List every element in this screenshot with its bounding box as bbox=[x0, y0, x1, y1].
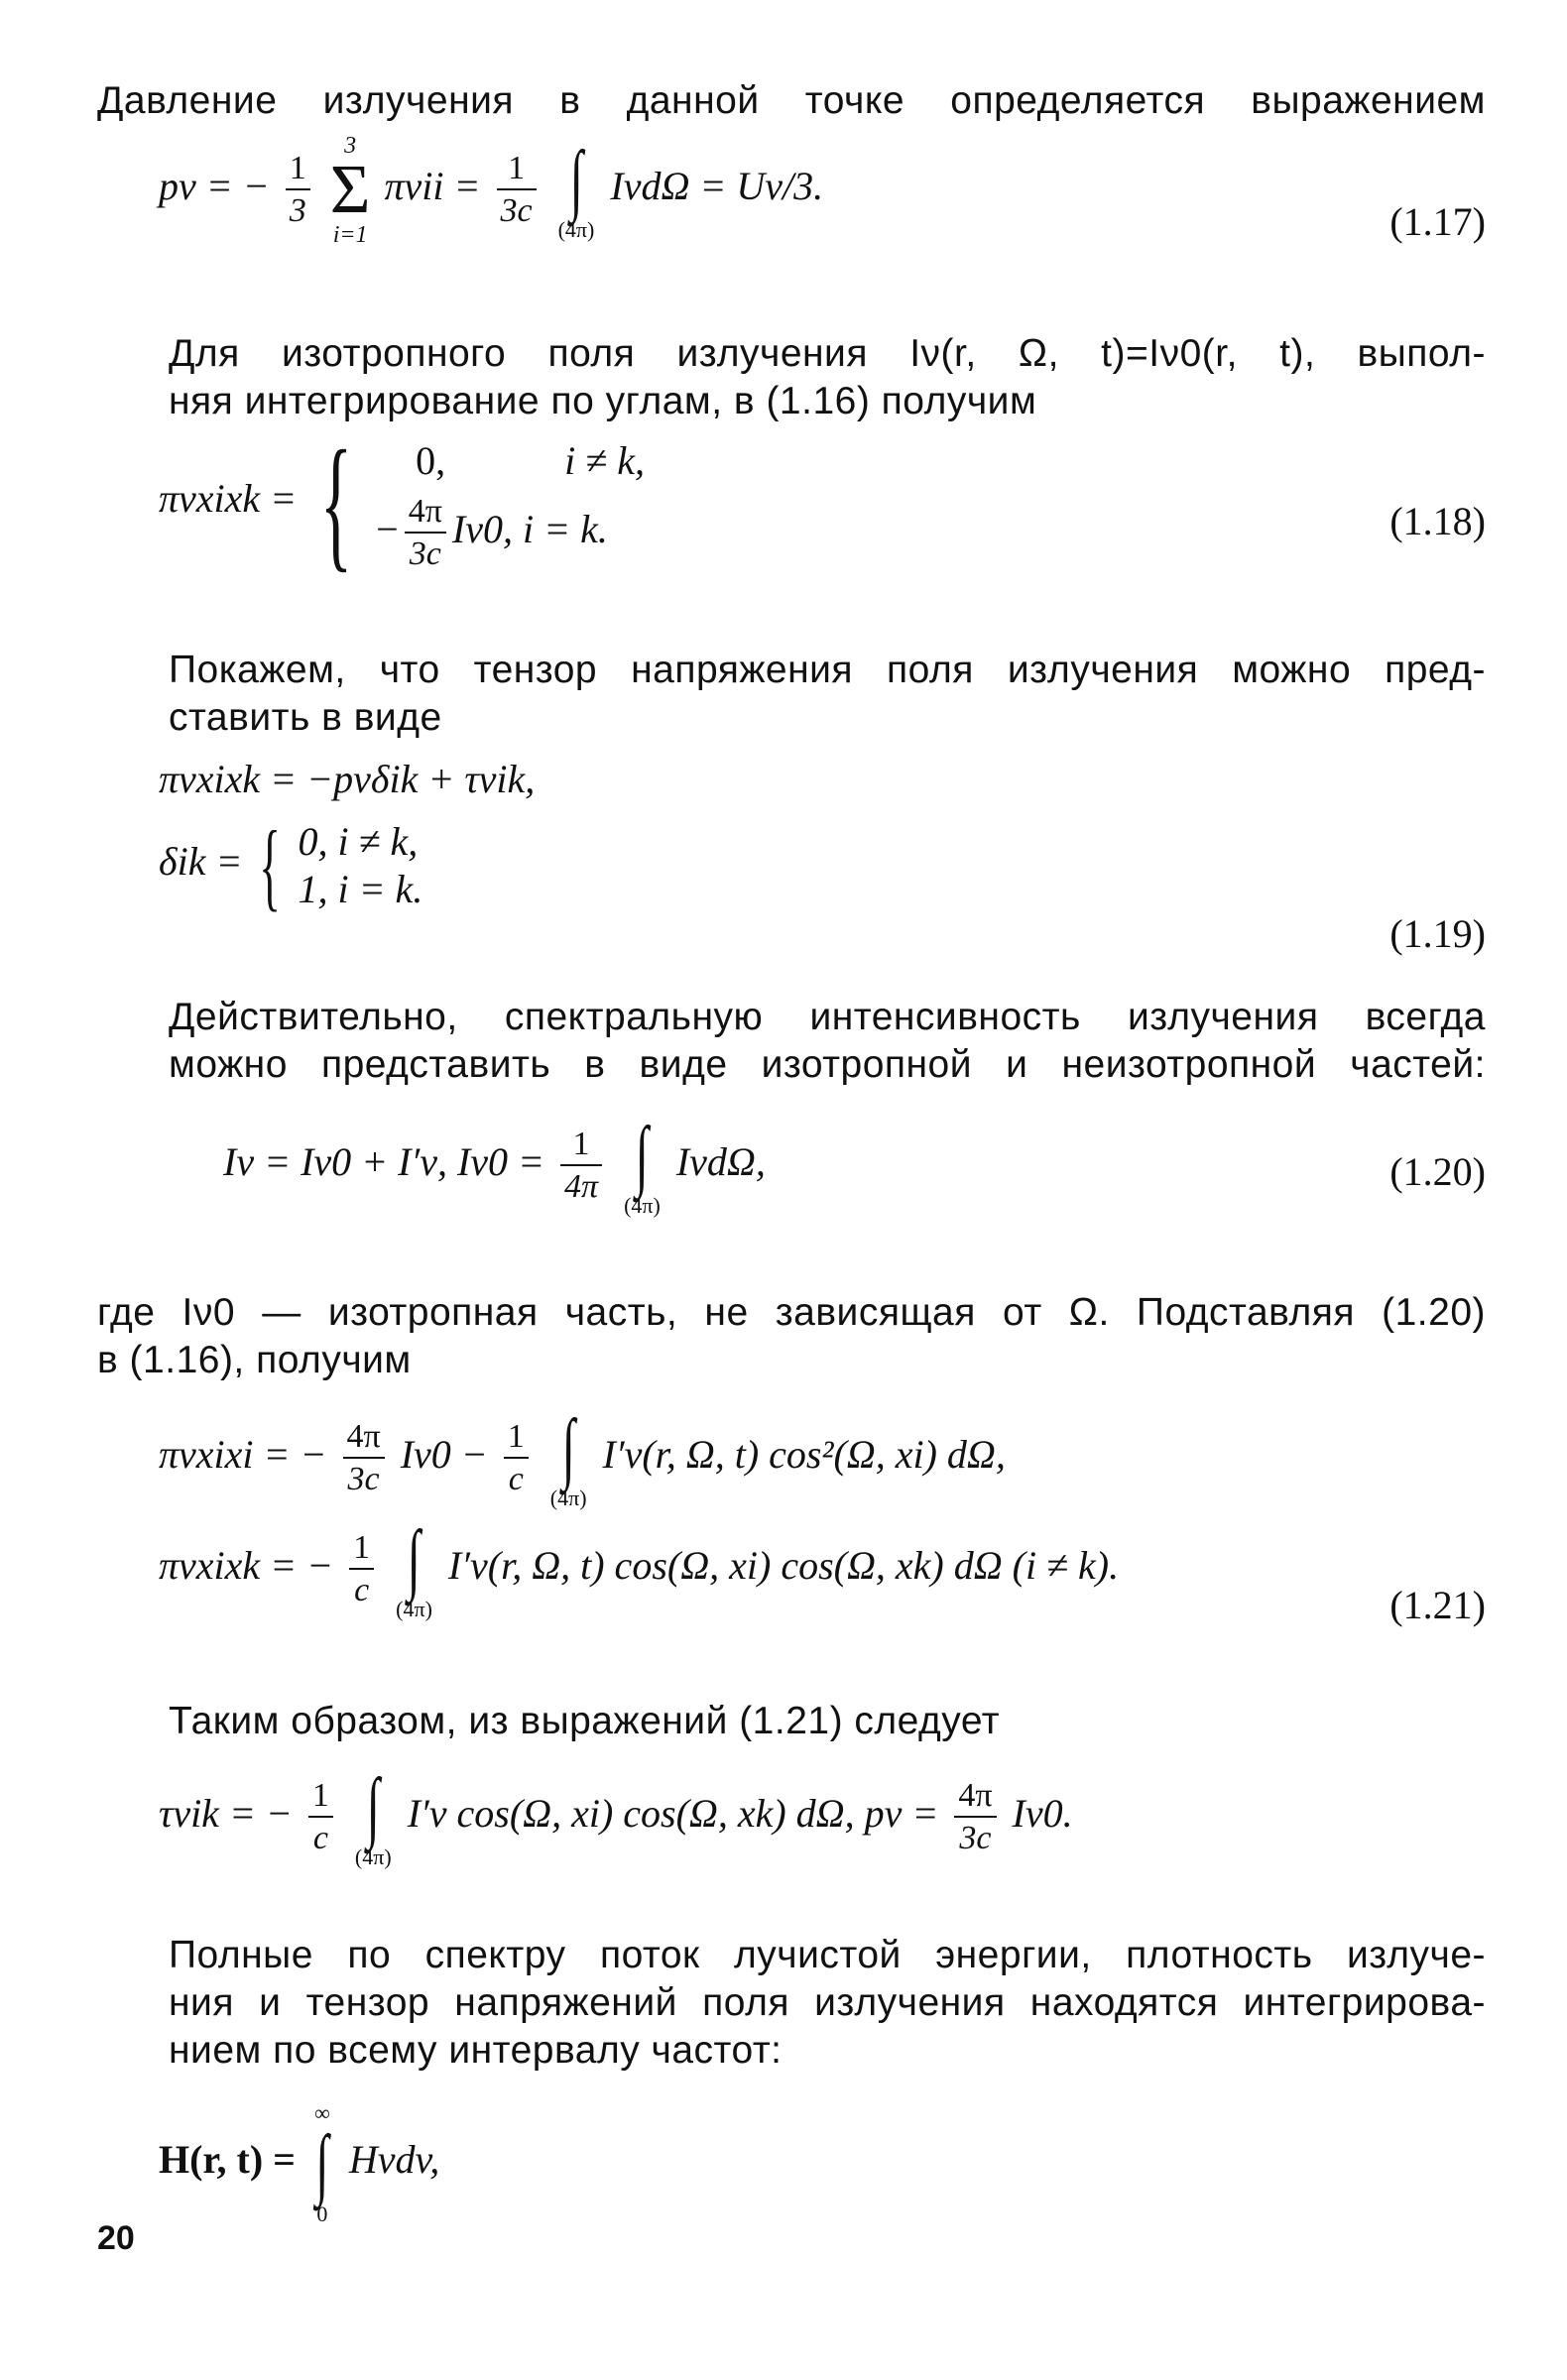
equation-number: (1.19) bbox=[1389, 911, 1486, 956]
equation-number: (1.21) bbox=[1389, 1583, 1486, 1627]
equation-1-19 bbox=[159, 756, 536, 920]
fraction: $\frac{1}{3}$ bbox=[286, 149, 310, 232]
cases: 0, i ≠ k, 1, i = k. bbox=[298, 819, 423, 911]
eq-lhs: πνxixi = − bbox=[159, 1432, 327, 1478]
text-line: няя интегрирование по углам, в (1.16) получим bbox=[169, 380, 1037, 422]
eq-rhs: I′ν(r, Ω, t) cos(Ω, xi) cos(Ω, xk) dΩ (i ≠ k). bbox=[447, 1543, 1120, 1589]
equation-tau bbox=[159, 1763, 1073, 1869]
equation-number: (1.17) bbox=[1389, 199, 1486, 244]
equation-1-20 bbox=[223, 1112, 766, 1218]
text-line: ния и тензор напряжений поля излучения находятся интегрирова- bbox=[169, 1981, 1486, 2024]
paragraph-full-spectrum bbox=[97, 1932, 1486, 2075]
eq-line: πνxixk = −pνδik + τνik, bbox=[159, 757, 536, 801]
eq-lhs: πνxixk = bbox=[159, 476, 298, 522]
integral-sign: ∫ (4π) bbox=[557, 136, 595, 242]
eq-rhs: IνdΩ, bbox=[675, 1139, 766, 1185]
paragraph-decomposition bbox=[97, 994, 1486, 1089]
text-line: Полные по спектру поток лучистой энергии, плотность излуче- bbox=[169, 1934, 1486, 1976]
fraction: $\frac{1}{3c}$ bbox=[497, 149, 537, 232]
eq-rhs: Hνdv, bbox=[348, 2137, 440, 2183]
text-line: Таким образом, из выражений (1.21) следует bbox=[169, 1700, 1001, 1742]
text-line: Покажем, что тензор напряжения поля излучения можно пред- bbox=[169, 649, 1486, 691]
eq-rhs: IνdΩ = Uν/3. bbox=[610, 164, 824, 209]
left-brace: { bbox=[319, 420, 353, 585]
text-line: где Iν0 — изотропная часть, не зависящая от Ω. Подставляя (1.20) bbox=[97, 1291, 1486, 1334]
text-line: можно представить в виде изотропной и неизотропной частей: bbox=[169, 1043, 1486, 1086]
eq-rhs: Iν0. bbox=[1012, 1791, 1073, 1837]
eq-lhs: τνik = − bbox=[159, 1791, 293, 1837]
text-line: Давление излучения в данной точке определяется выражением bbox=[97, 79, 1486, 122]
fraction: $\frac{1}{c}$ bbox=[308, 1776, 333, 1859]
fraction: $\frac{1}{c}$ bbox=[504, 1417, 529, 1500]
left-brace: { bbox=[259, 810, 282, 920]
eq-term: πνii = bbox=[384, 164, 481, 209]
fraction: $\frac{1}{c}$ bbox=[349, 1528, 374, 1611]
fraction: $\frac{4\pi}{3c}$ bbox=[405, 492, 446, 575]
equation-1-21 bbox=[159, 1404, 1120, 1621]
eq-lhs: H(r, t) = bbox=[159, 2137, 296, 2183]
paragraph-substitution bbox=[97, 1289, 1486, 1384]
eq-lhs: δik = bbox=[159, 839, 243, 885]
sum-operator: 3 Σ i=1 bbox=[329, 133, 371, 248]
equation-H bbox=[159, 2102, 439, 2225]
eq-term: I′ν cos(Ω, xi) cos(Ω, xk) dΩ, pν = bbox=[407, 1791, 939, 1837]
integral-sign: ∫ (4π) bbox=[396, 1515, 432, 1621]
integral-sign: ∫ (4π) bbox=[354, 1763, 392, 1869]
equation-1-17 bbox=[159, 134, 823, 247]
fraction: $\frac{1}{4\pi}$ bbox=[560, 1125, 602, 1208]
text-line: Для изотропного поля излучения Iν(r, Ω, t)=Iν0(r, t), выпол- bbox=[169, 332, 1486, 375]
eq-rhs: I′ν(r, Ω, t) cos²(Ω, xi) dΩ, bbox=[602, 1432, 1006, 1478]
integral-sign: ∞ ∫ 0 bbox=[314, 2100, 330, 2226]
integral-sign: ∫ (4π) bbox=[549, 1404, 587, 1510]
paragraph-pressure-intro bbox=[97, 77, 1486, 125]
eq-term: Iν0 − bbox=[400, 1432, 488, 1478]
equation-number: (1.20) bbox=[1389, 1149, 1486, 1194]
integral-sign: ∫ (4π) bbox=[624, 1112, 661, 1218]
eq-lhs: pν = − bbox=[159, 164, 270, 209]
text-line: ставить в виде bbox=[169, 696, 442, 739]
paragraph-stress-tensor bbox=[97, 647, 1486, 742]
cases: 0, i ≠ k, − $\frac{4\pi}{3c}$ Iν0, i = k. bbox=[376, 430, 645, 575]
equation-1-18 bbox=[159, 420, 645, 585]
eq-lhs: Iν = Iν0 + I′ν, Iν0 = bbox=[223, 1139, 545, 1185]
text-line: Действительно, спектральную интенсивность излучения всегда bbox=[169, 996, 1486, 1038]
text-line: нием по всему интервалу частот: bbox=[169, 2029, 783, 2072]
paragraph-isotropic-field bbox=[97, 330, 1486, 425]
text-line: в (1.16), получим bbox=[97, 1339, 412, 1381]
eq-lhs: πνxixk = − bbox=[159, 1543, 334, 1589]
page-number: 20 bbox=[97, 2219, 135, 2257]
fraction: $\frac{4\pi}{3c}$ bbox=[343, 1417, 385, 1500]
fraction: $\frac{4\pi}{3c}$ bbox=[954, 1776, 996, 1859]
equation-number: (1.18) bbox=[1389, 499, 1486, 543]
paragraph-conclusion bbox=[97, 1698, 1486, 1745]
